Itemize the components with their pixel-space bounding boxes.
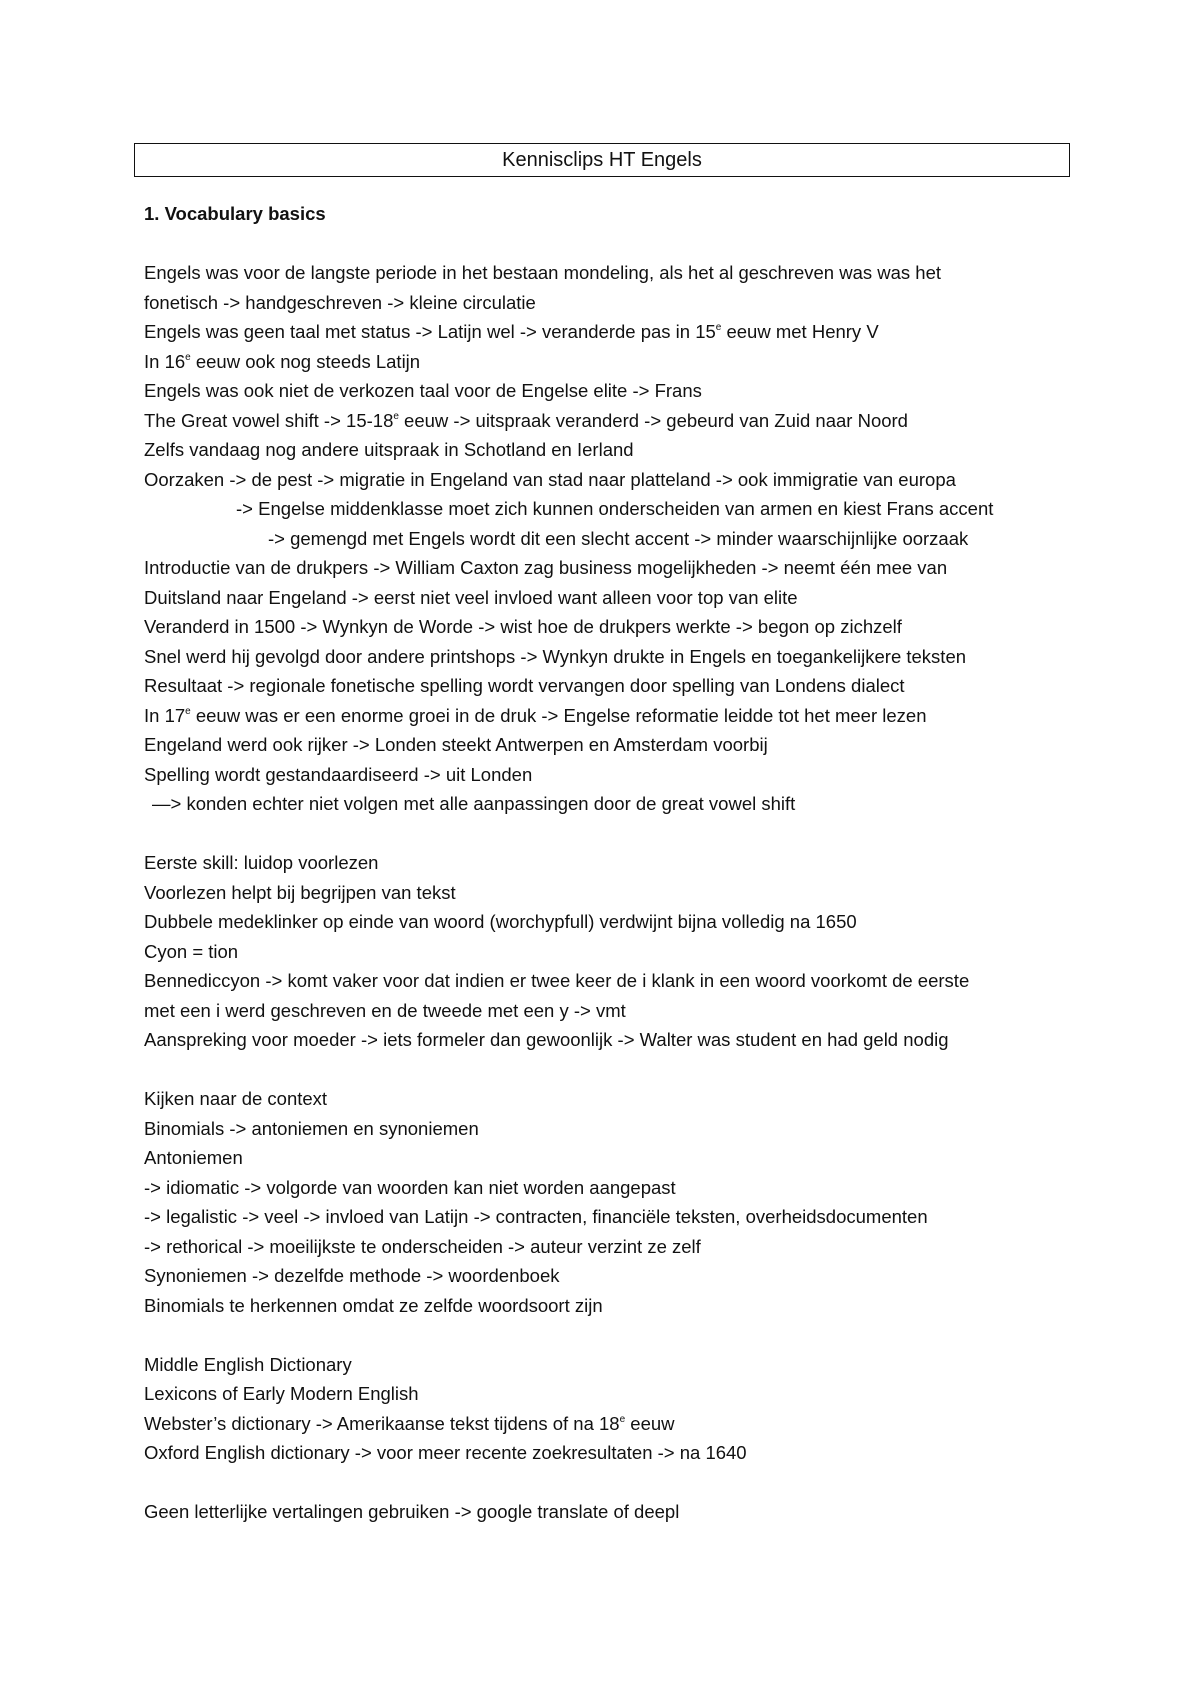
text-line: Duitsland naar Engeland -> eerst niet veel invloed want alleen voor top van elite xyxy=(144,586,798,608)
text-line: met een i werd geschreven en de tweede met een y -> vmt xyxy=(144,999,626,1021)
text-segment: In 17 xyxy=(144,704,186,726)
text-line: Zelfs vandaag nog andere uitspraak in Schotland en Ierland xyxy=(144,439,634,460)
text-line xyxy=(144,406,1084,436)
spacer xyxy=(144,819,1084,849)
text-segment: The Great vowel shift -> 15-18 xyxy=(144,409,394,431)
text-line: Voorlezen helpt bij begrijpen van tekst xyxy=(144,881,456,903)
indented-line: —> konden echter niet volgen met alle aanpassingen door de great vowel shift xyxy=(152,793,796,814)
text-line: Aanspreking voor moeder -> iets formeler dan gewoonlijk -> Walter was student en had geld nodig xyxy=(144,1029,949,1050)
text-line: Resultaat -> regionale fonetische spelling wordt vervangen door spelling van Londens dialect xyxy=(144,675,905,696)
text-line: Veranderd in 1500 -> Wynkyn de Worde -> wist hoe de drukpers werkte -> begon op zichzelf xyxy=(144,616,902,637)
spacer xyxy=(144,1320,1084,1350)
text-line: Binomials te herkennen omdat ze zelfde woordsoort zijn xyxy=(144,1294,603,1316)
superscript: e xyxy=(185,351,191,363)
text-segment: Webster’s dictionary -> Amerikaanse tekst tijdens of na 18 xyxy=(144,1412,620,1434)
text-line: Antoniemen xyxy=(144,1147,243,1168)
spacer xyxy=(144,1468,1084,1498)
text-line xyxy=(144,347,1084,377)
text-line: Engels was voor de langste periode in het bestaan mondeling, als het al geschreven was was het xyxy=(144,262,942,283)
document-title-box xyxy=(134,143,1070,177)
text-line: Kijken naar de context xyxy=(144,1088,328,1109)
superscript: e xyxy=(185,705,191,717)
text-line: Middle English Dictionary xyxy=(144,1353,352,1375)
text-line: Lexicons of Early Modern English xyxy=(144,1383,419,1404)
text-segment: eeuw -> uitspraak veranderd -> gebeurd van Zuid naar Noord xyxy=(398,409,908,431)
text-segment: In 16 xyxy=(144,350,186,372)
document-title: Kennisclips HT Engels xyxy=(502,148,702,171)
text-line: -> legalistic -> veel -> invloed van Latijn -> contracten, financiële teksten, overheidsdocumenten xyxy=(144,1206,928,1227)
text-line: Snel werd hij gevolgd door andere printshops -> Wynkyn drukte in Engels en toegankelijkere teksten xyxy=(144,645,967,667)
spacer xyxy=(144,1055,1084,1085)
text-line xyxy=(144,317,1084,347)
text-segment: eeuw ook nog steeds Latijn xyxy=(190,350,421,372)
text-line: Oxford English dictionary -> voor meer recente zoekresultaten -> na 1640 xyxy=(144,1442,747,1463)
section-heading: 1. Vocabulary basics xyxy=(144,203,326,224)
text-line: Cyon = tion xyxy=(144,940,239,962)
text-line: -> rethorical -> moeilijkste te onderscheiden -> auteur verzint ze zelf xyxy=(144,1235,701,1257)
text-line: Eerste skill: luidop voorlezen xyxy=(144,852,379,873)
text-line xyxy=(144,701,1084,731)
superscript: e xyxy=(715,322,722,333)
text-line: Dubbele medeklinker op einde van woord (worchypfull) verdwijnt bijna volledig na 1650 xyxy=(144,911,857,932)
text-line: -> idiomatic -> volgorde van woorden kan niet worden aangepast xyxy=(144,1176,676,1198)
superscript: e xyxy=(619,1413,626,1425)
text-line: Oorzaken -> de pest -> migratie in Engeland van stad naar platteland -> ook immigratie van europa xyxy=(144,468,956,490)
text-segment: Engels was geen taal met status -> Latijn wel -> veranderde pas in 15 xyxy=(144,321,716,342)
text-segment: eeuw was er een enorme groei in de druk -> Engelse reformatie leidde tot het meer lezen xyxy=(190,704,927,726)
superscript: e xyxy=(393,410,399,422)
indented-line: -> gemengd met Engels wordt dit een slecht accent -> minder waarschijnlijke oorzaak xyxy=(268,527,969,549)
text-segment: eeuw xyxy=(625,1412,675,1434)
text-line: Engels was ook niet de verkozen taal voor de Engelse elite -> Frans xyxy=(144,380,702,401)
text-line: Introductie van de drukpers -> William Caxton zag business mogelijkheden -> neemt één mee van xyxy=(144,557,948,578)
text-line: Bennediccyon -> komt vaker voor dat indien er twee keer de i klank in een woord voorkomt de eerste xyxy=(144,970,970,991)
text-line: Spelling wordt gestandaardiseerd -> uit Londen xyxy=(144,763,533,785)
text-line xyxy=(144,1409,1084,1439)
document-body xyxy=(144,199,1084,1527)
text-segment: eeuw met Henry V xyxy=(721,321,879,342)
indented-line: -> Engelse middenklasse moet zich kunnen onderscheiden van armen en kiest Frans accent xyxy=(236,498,994,519)
text-line: Engeland werd ook rijker -> Londen steekt Antwerpen en Amsterdam voorbij xyxy=(144,734,768,755)
text-line: Synoniemen -> dezelfde methode -> woordenboek xyxy=(144,1265,560,1286)
text-line: Binomials -> antoniemen en synoniemen xyxy=(144,1117,479,1139)
spacer xyxy=(144,229,1084,259)
text-line: Geen letterlijke vertalingen gebruiken -> google translate of deepl xyxy=(144,1501,680,1522)
text-line: fonetisch -> handgeschreven -> kleine circulatie xyxy=(144,291,536,313)
